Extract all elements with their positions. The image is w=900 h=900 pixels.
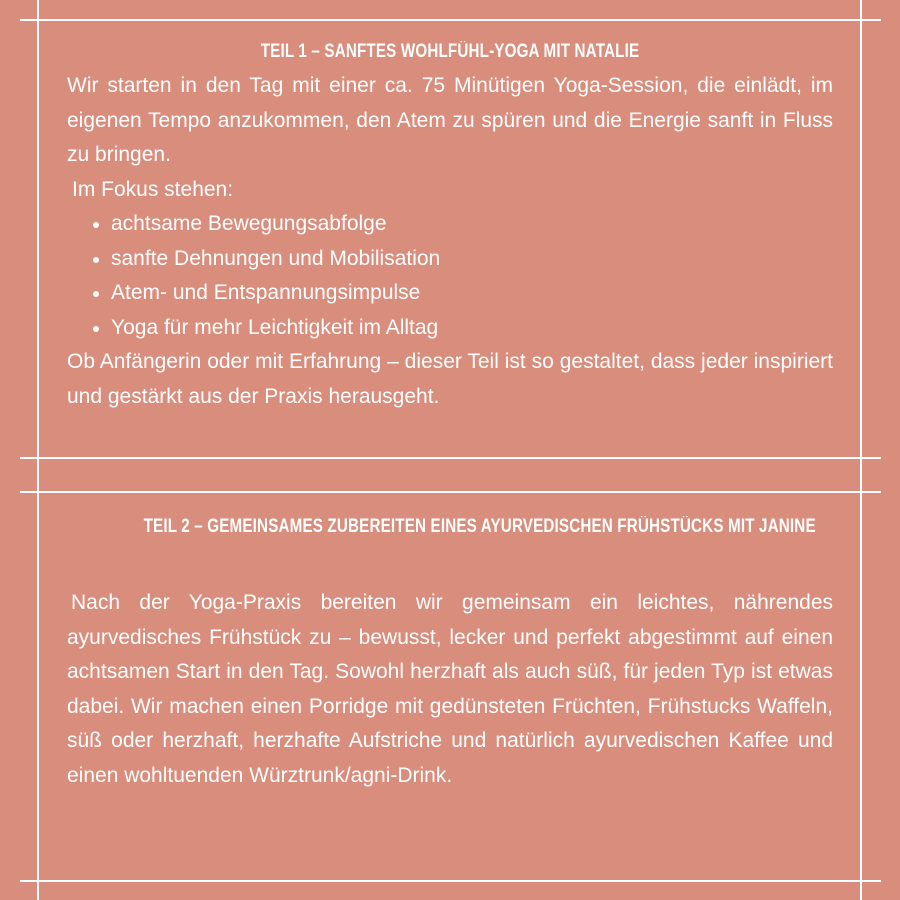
divider-lower: [20, 491, 881, 493]
bullet-dot-icon: [93, 326, 99, 332]
list-item: Yoga für mehr Leichtigkeit im Alltag: [91, 311, 833, 346]
list-item: achtsame Bewegungsabfolge: [91, 207, 833, 242]
frame-line-right: [860, 0, 862, 900]
divider-bottom: [20, 880, 881, 882]
bullet-dot-icon: [93, 257, 99, 263]
section-1: [67, 40, 833, 414]
section-2: [67, 515, 833, 793]
divider-middle: [20, 457, 881, 459]
frame-line-left: [37, 0, 39, 900]
focus-list: [67, 207, 833, 345]
bullet-dot-icon: [93, 291, 99, 297]
section-1-heading: TEIL 1 – SANFTES WOHLFÜHL-YOGA MIT NATALIE: [260, 41, 640, 62]
section-2-body: Nach der Yoga-Praxis bereiten wir gemeinsam ein leichtes, nährendes ayurvedisches Frühstück zu – bewusst, lecker und perfekt abgestimmt auf einen achtsamen Start in den Tag. Sowohl herzhaft als auch süß, für jeden Typ ist etwas dabei. Wir machen einen Porridge mit gedünsteten Früchten, Frühstucks Waffeln, süß oder herzhaft, herzhafte Aufstriche und natürlich ayurvedischen Kaffee und einen wohltuenden Würztrunk/agni-Drink.: [67, 591, 833, 787]
divider-top: [20, 19, 881, 21]
section-1-closing: Ob Anfängerin oder mit Erfahrung – dieser Teil ist so gestaltet, dass jeder inspiriert und gestärkt aus der Praxis herausgeht.: [67, 350, 833, 408]
section-1-intro: Wir starten in den Tag mit einer ca. 75 Minütigen Yoga-Session, die einlädt, im eigenen Tempo anzukommen, den Atem zu spüren und die Energie sanft in Fluss zu bringen.: [67, 74, 833, 166]
bullet-dot-icon: [93, 222, 99, 228]
section-2-heading: TEIL 2 – GEMEINSAMES ZUBEREITEN EINES AYURVEDISCHEN FRÜHSTÜCKS MIT JANINE: [143, 516, 816, 537]
list-item: Atem- und Entspannungsimpulse: [91, 276, 833, 311]
list-item: sanfte Dehnungen und Mobilisation: [91, 242, 833, 277]
focus-label: Im Fokus stehen:: [72, 177, 234, 201]
